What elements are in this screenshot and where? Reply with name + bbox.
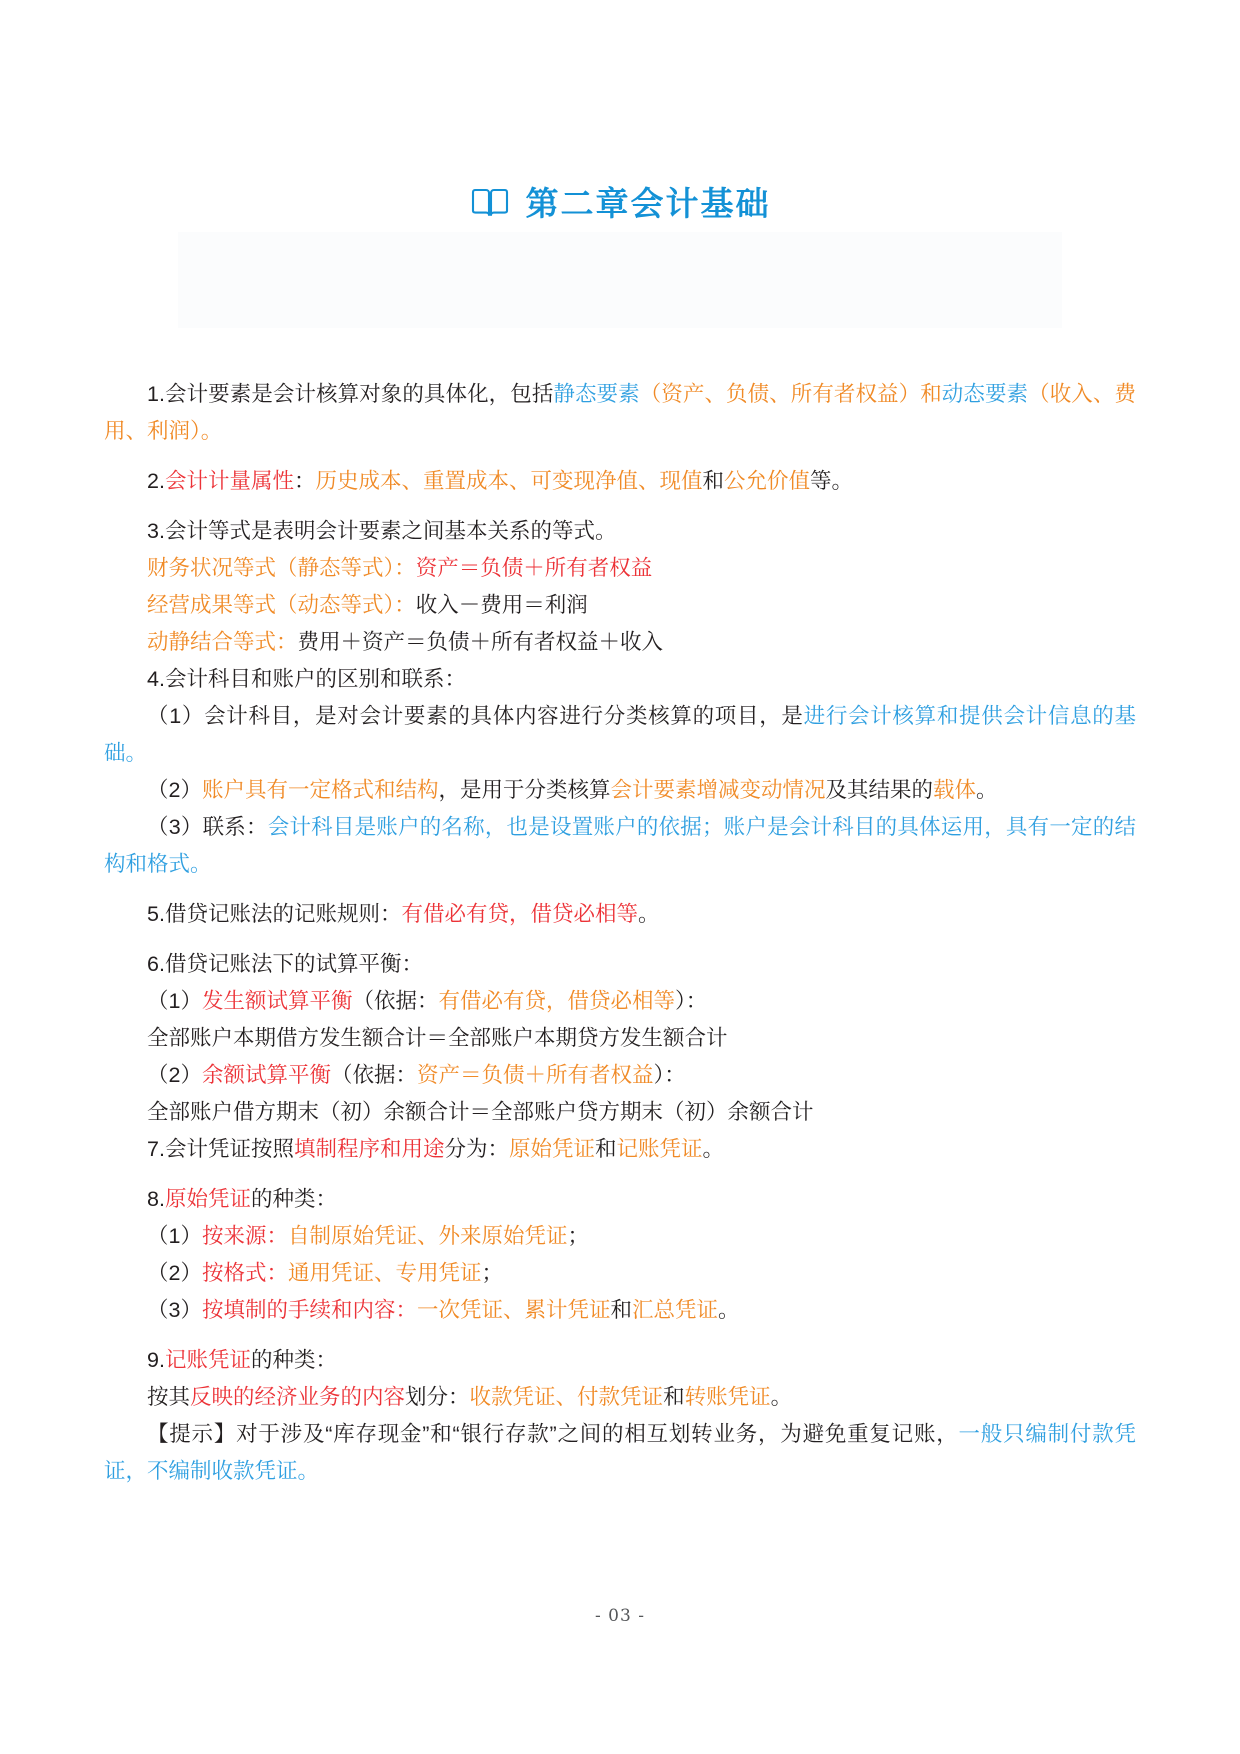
list-item-9-1 — [104, 1379, 1136, 1416]
item7-criterion: 填制程序和用途 — [293, 1137, 445, 1161]
tip-label: 【提示】 — [147, 1422, 237, 1446]
item9-1-text-b: 划分： — [405, 1385, 470, 1409]
item5-period: 。 — [637, 902, 660, 926]
item8-1-number: （1） — [147, 1224, 202, 1248]
item9-1-text-a: 按其 — [147, 1385, 191, 1409]
balance-formula-1 — [104, 1020, 1136, 1057]
item9-number: 9. — [147, 1348, 165, 1372]
item4-2-highlight-c: 载体 — [933, 778, 977, 802]
tip-period: 。 — [297, 1459, 320, 1483]
open-book-icon — [470, 187, 510, 224]
item8-2-values: 通用凭证、专用凭证 — [287, 1261, 482, 1285]
item8-2-semicolon: ； — [481, 1261, 504, 1285]
item9-text: 的种类： — [250, 1348, 337, 1372]
item4-2-highlight-b: 会计要素增减变动情况 — [610, 778, 826, 802]
list-item-2 — [104, 463, 1136, 500]
item8-3-period: 。 — [718, 1298, 740, 1322]
balance-formula-2 — [104, 1094, 1136, 1131]
list-item-8-2 — [104, 1255, 1136, 1292]
item8-3-label: 按填制的手续和内容： — [201, 1298, 417, 1322]
list-item-6-2 — [104, 1057, 1136, 1094]
item8-2-label: 按格式： — [201, 1261, 288, 1285]
item6-2-basis-close: ）： — [653, 1063, 686, 1087]
item1-paren-open-2: （ — [1028, 382, 1050, 406]
item6-text: 借贷记账法下的试算平衡： — [164, 952, 423, 976]
chapter-title-text: 会计基础 — [630, 184, 771, 223]
list-item-8-1 — [104, 1218, 1136, 1255]
item4-2-text-a: ，是用于分类核算 — [438, 778, 611, 802]
item2-term: 会计计量属性 — [164, 469, 294, 493]
item5-number: 5. — [147, 902, 165, 926]
page-number: - 03 - — [595, 1606, 645, 1626]
item2-number: 2. — [147, 469, 165, 493]
item6-2-formula: 全部账户借方期末（初）余额合计＝全部账户贷方期末（初）余额合计 — [147, 1100, 814, 1124]
item8-2-number: （2） — [147, 1261, 202, 1285]
item4-number: 4. — [147, 667, 165, 691]
list-item-4 — [104, 661, 1136, 698]
item4-3-number: （3） — [147, 815, 203, 839]
item1-paren-open: （ — [639, 382, 662, 406]
item4-2-number: （2） — [147, 778, 202, 802]
equation-combined — [104, 624, 1136, 661]
list-item-8 — [104, 1181, 1136, 1218]
eq3-body: 费用＋资产＝负债＋所有者权益＋收入 — [297, 630, 664, 654]
item7-text-a: 会计凭证按照 — [164, 1137, 294, 1161]
header-band — [178, 232, 1062, 328]
item6-1-basis: 有借必有贷，借贷必相等 — [438, 989, 676, 1013]
equation-financial-position — [104, 550, 1136, 587]
eq2-label: 经营成果等式（动态等式）： — [147, 593, 416, 617]
chapter-number: 第二章 — [525, 184, 631, 223]
item7-and: 和 — [595, 1137, 617, 1161]
list-item-4-3 — [104, 809, 1136, 883]
list-item-7 — [104, 1131, 1136, 1168]
item3-text: 会计等式是表明会计要素之间基本关系的等式。 — [164, 519, 617, 543]
list-item-9 — [104, 1342, 1136, 1379]
tip-note — [104, 1416, 1136, 1490]
item8-3-and: 和 — [610, 1298, 633, 1322]
item8-text: 的种类： — [250, 1187, 337, 1211]
item8-number: 8. — [147, 1187, 165, 1211]
item7-period: 。 — [702, 1137, 725, 1161]
item9-1-criterion: 反映的经济业务的内容 — [190, 1385, 406, 1409]
item1-dynamic-elements: 收入、费用、利润 — [104, 382, 1136, 443]
page-body — [104, 376, 1136, 1492]
item7-text-b: 分为： — [444, 1137, 509, 1161]
list-item-4-2 — [104, 772, 1136, 809]
list-item-8-3 — [104, 1292, 1136, 1329]
list-item-1 — [104, 376, 1136, 450]
item4-1-period: 。 — [125, 741, 148, 765]
item6-2-basis: 资产＝负债＋所有者权益 — [417, 1063, 654, 1087]
list-item-5 — [104, 896, 1136, 933]
item9-1-period: 。 — [770, 1385, 793, 1409]
item6-1-formula: 全部账户本期借方发生额合计＝全部账户本期贷方发生额合计 — [147, 1026, 728, 1050]
item5-text: 借贷记账法的记账规则： — [164, 902, 402, 926]
item4-2-text-b: 及其结果的 — [825, 778, 934, 802]
item4-1-text-a: 会计科目，是对会计要素的具体内容进行分类核算的项目，是 — [204, 704, 804, 728]
item4-1-highlight: 进行会计核算和提供会计信息的基础 — [104, 704, 1136, 765]
list-item-4-1 — [104, 698, 1136, 772]
item4-3-period: 。 — [190, 852, 212, 876]
item6-1-basis-close: ）： — [675, 989, 708, 1013]
tip-highlight: 一般只编制付款凭证，不编制收款凭证 — [104, 1422, 1136, 1483]
item6-1-term: 发生额试算平衡 — [201, 989, 353, 1013]
item8-1-semicolon: ； — [567, 1224, 590, 1248]
item8-1-values: 自制原始凭证、外来原始凭证 — [287, 1224, 568, 1248]
item9-term: 记账凭证 — [164, 1348, 251, 1372]
item9-1-and: 和 — [663, 1385, 685, 1409]
item2-attributes: 历史成本、重置成本、可变现净值、现值 — [315, 469, 703, 493]
eq2-body: 收入－费用＝利润 — [415, 593, 588, 617]
item4-2-period: 。 — [976, 778, 998, 802]
eq3-label: 动静结合等式： — [147, 630, 298, 654]
eq1-label: 财务状况等式（静态等式）： — [147, 556, 416, 580]
item2-fair-value: 公允价值 — [724, 469, 811, 493]
item6-1-basis-label: （依据： — [352, 989, 439, 1013]
item1-term-dynamic: 动态要素 — [941, 382, 1029, 406]
item7-type-a: 原始凭证 — [508, 1137, 595, 1161]
item8-1-label: 按来源： — [201, 1224, 288, 1248]
item3-number: 3. — [147, 519, 165, 543]
item4-3-label: 联系： — [202, 815, 268, 839]
item9-1-value-c: 转账凭证 — [684, 1385, 771, 1409]
item4-2-highlight-a: 账户具有一定格式和结构 — [201, 778, 439, 802]
item1-text-a: 会计要素是会计核算对象的具体化，包括 — [164, 382, 554, 406]
item4-text: 会计科目和账户的区别和联系： — [164, 667, 466, 691]
list-item-6 — [104, 946, 1136, 983]
eq1-body: 资产＝负债＋所有者权益 — [415, 556, 653, 580]
item7-number: 7. — [147, 1137, 165, 1161]
chapter-header — [0, 178, 1240, 225]
page-footer — [0, 1606, 1240, 1626]
item6-2-basis-label: （依据： — [330, 1063, 417, 1087]
item2-colon: ： — [293, 469, 316, 493]
item1-static-elements: 资产、负债、所有者权益 — [661, 382, 899, 406]
item6-1-number: （1） — [147, 989, 202, 1013]
item1-paren-close-2: ）。 — [190, 419, 223, 443]
item2-and: 和 — [702, 469, 724, 493]
tip-text-a: 对于涉及“库存现金”和“银行存款”之间的相互划转业务，为避免重复记账， — [236, 1422, 959, 1446]
item7-type-b: 记账凭证 — [616, 1137, 703, 1161]
item5-rule: 有借必有贷，借贷必相等 — [401, 902, 638, 926]
item8-term: 原始凭证 — [164, 1187, 251, 1211]
item1-paren-close: ）和 — [898, 382, 942, 406]
item1-number: 1. — [147, 382, 165, 406]
item2-tail: 等。 — [810, 469, 854, 493]
equation-operating-result — [104, 587, 1136, 624]
item6-2-number: （2） — [147, 1063, 202, 1087]
item1-term-static: 静态要素 — [553, 382, 640, 406]
item4-3-highlight: 会计科目是账户的名称，也是设置账户的依据；账户是会计科目的具体运用，具有一定的结构和格式 — [104, 815, 1136, 876]
list-item-6-1 — [104, 983, 1136, 1020]
item4-1-number: （1） — [147, 704, 205, 728]
item8-3-value-c: 汇总凭证 — [632, 1298, 719, 1322]
item8-3-number: （3） — [147, 1298, 202, 1322]
list-item-3 — [104, 513, 1136, 550]
item6-number: 6. — [147, 952, 165, 976]
item9-1-values: 收款凭证、付款凭证 — [469, 1385, 664, 1409]
item8-3-values: 一次凭证、累计凭证 — [416, 1298, 611, 1322]
item6-2-term: 余额试算平衡 — [201, 1063, 331, 1087]
